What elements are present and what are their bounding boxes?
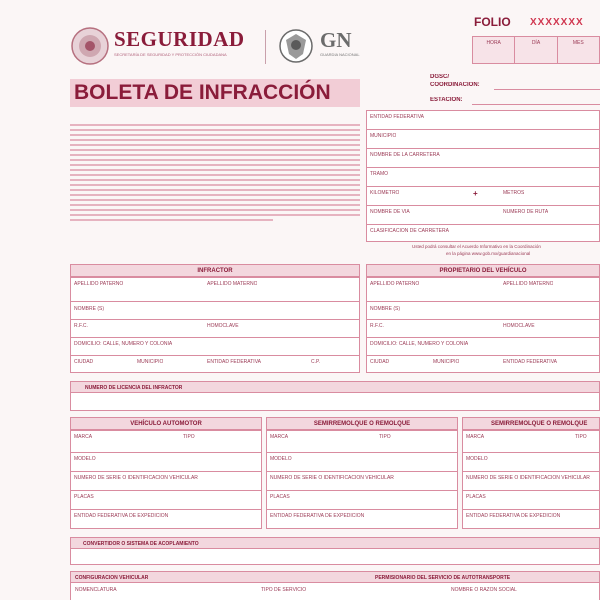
propietario-section (366, 277, 600, 373)
vehicle-1-serie[interactable]: NÚMERO DE SERIE O IDENTIFICACIÓN VEHICULAR (71, 472, 261, 491)
notice-line-2: en la página www.gob.mx/guardianacional (446, 251, 531, 256)
propietario-nombre[interactable]: NOMBRE (S) (367, 302, 599, 320)
vehicle-2-modelo[interactable]: MODELO (267, 453, 457, 472)
coordination-line[interactable] (494, 89, 600, 90)
infractor-domicilio[interactable]: DOMICILIO: CALLE, NÚMERO Y COLONIA (71, 338, 359, 356)
station-label: ESTACIÓN: (430, 97, 463, 103)
vehicle-2-serie[interactable]: NÚMERO DE SERIE O IDENTIFICACIÓN VEHICULAR (267, 472, 457, 491)
dgsc-label: DGSC/ (430, 74, 450, 80)
date-col-mes[interactable]: MES (558, 37, 599, 63)
vehicle-2-title: SEMIRREMOLQUE O REMOLQUE (266, 417, 458, 430)
location-fields (366, 110, 600, 242)
vehicle-1-placas[interactable]: PLACAS (71, 491, 261, 510)
propietario-apellidos[interactable]: APELLIDO PATERNO APELLIDO MATERNO (367, 278, 599, 302)
vehicle-2-entidad[interactable]: ENTIDAD FEDERATIVA DE EXPEDICIÓN (270, 513, 365, 519)
vehicle-3-placas[interactable]: PLACAS (463, 491, 599, 510)
nomenclatura-label[interactable]: NOMENCLATURA (75, 587, 117, 593)
header-divider (265, 30, 266, 64)
field-entidad-federativa[interactable]: ENTIDAD FEDERATIVA (367, 111, 599, 130)
legal-text-block (70, 124, 360, 234)
propietario-rfc[interactable]: R.F.C. HOMOCLAVE (367, 320, 599, 338)
propietario-ciudad[interactable]: CIUDAD MUNICIPIO ENTIDAD FEDERATIVA (370, 359, 557, 365)
vehicle-3-serie[interactable]: NÚMERO DE SERIE O IDENTIFICACIÓN VEHICULAR (463, 472, 599, 491)
vehicle-3-marca[interactable]: MARCA TIPO (463, 431, 599, 453)
infractor-title: INFRACTOR (70, 264, 360, 277)
vehicle-col-3 (462, 417, 600, 529)
seguridad-title: SEGURIDAD (114, 27, 245, 51)
license-label: NÚMERO DE LICENCIA DEL INFRACTOR (85, 385, 183, 391)
field-tramo[interactable]: TRAMO (367, 168, 599, 187)
field-clasificacion-carretera[interactable]: CLASIFICACIÓN DE CARRETERA (370, 228, 449, 234)
metros-label: METROS (503, 190, 525, 196)
propietario-title: PROPIETARIO DEL VEHÍCULO (366, 264, 600, 277)
tipo-servicio-label[interactable]: TIPO DE SERVICIO (261, 587, 307, 593)
vehicle-3-title: SEMIRREMOLQUE O REMOLQUE (462, 417, 600, 430)
field-nombre-carretera[interactable]: NOMBRE DE LA CARRETERA (367, 149, 599, 168)
vehicles-area (70, 417, 600, 529)
convertidor-field[interactable] (70, 537, 600, 565)
vehicle-2-marca[interactable]: MARCA TIPO (267, 431, 457, 453)
date-col-hora[interactable]: HORA (473, 37, 515, 63)
vehicle-1-modelo[interactable]: MODELO (71, 453, 261, 472)
vehicle-col-1 (70, 417, 262, 529)
numero-ruta-label: NÚMERO DE RUTA (503, 209, 549, 215)
plus-sign: + (473, 189, 478, 198)
vehicle-3-modelo[interactable]: MODELO (463, 453, 599, 472)
vehicle-1-marca[interactable]: MARCA TIPO (71, 431, 261, 453)
convertidor-label: CONVERTIDOR O SISTEMA DE ACOPLAMIENTO (83, 541, 199, 547)
folio-value: XXXXXXX (530, 17, 584, 28)
infractor-ciudad[interactable]: CIUDAD MUNICIPIO ENTIDAD FEDERATIVA C.P. (74, 359, 321, 365)
gn-title: GN (320, 28, 352, 52)
vehicle-1-entidad[interactable]: ENTIDAD FEDERATIVA DE EXPEDICIÓN (74, 513, 169, 519)
bottom-section (70, 571, 600, 600)
infractor-section (70, 277, 360, 373)
notice-line-1: Usted podrá consultar el Acuerdo Informativo en la Coordinación (412, 244, 541, 249)
infractor-rfc[interactable]: R.F.C. HOMOCLAVE (71, 320, 359, 338)
vehicle-3-entidad[interactable]: ENTIDAD FEDERATIVA DE EXPEDICIÓN (466, 513, 561, 519)
folio-label: FOLIO (474, 15, 511, 29)
vehicle-1-title: VEHÍCULO AUTOMOTOR (70, 417, 262, 430)
infractor-apellidos[interactable]: APELLIDO PATERNO APELLIDO MATERNO (71, 278, 359, 302)
field-municipio[interactable]: MUNICIPIO (367, 130, 599, 149)
config-title: CONFIGURACIÓN VEHICULAR (75, 575, 149, 581)
infractor-nombre[interactable]: NOMBRE (S) (71, 302, 359, 320)
coordination-label: COORDINACIÓN: (430, 82, 480, 88)
date-col-dia[interactable]: DÍA (515, 37, 557, 63)
date-box (472, 36, 600, 64)
license-field[interactable] (70, 381, 600, 411)
station-line[interactable] (472, 104, 600, 105)
razon-social-label[interactable]: NOMBRE O RAZÓN SOCIAL (451, 587, 517, 593)
seguridad-logo (70, 26, 110, 66)
field-kilometro[interactable]: KILÓMETRO + METROS (367, 187, 599, 206)
vehicle-col-2 (266, 417, 458, 529)
gn-logo (278, 28, 314, 64)
document-title: BOLETA DE INFRACCIÓN (70, 79, 360, 107)
seguridad-subtitle: SECRETARÍA DE SEGURIDAD Y PROTECCIÓN CIUDADANA (114, 52, 227, 57)
permisionario-title: PERMISIONARIO DEL SERVICIO DE AUTOTRANSPORTE (375, 575, 511, 581)
vehicle-2-placas[interactable]: PLACAS (267, 491, 457, 510)
field-nombre-via[interactable]: NOMBRE DE VÍA NÚMERO DE RUTA (367, 206, 599, 225)
gn-subtitle: GUARDIA NACIONAL (320, 52, 360, 57)
propietario-domicilio[interactable]: DOMICILIO: CALLE, NÚMERO Y COLONIA (367, 338, 599, 356)
